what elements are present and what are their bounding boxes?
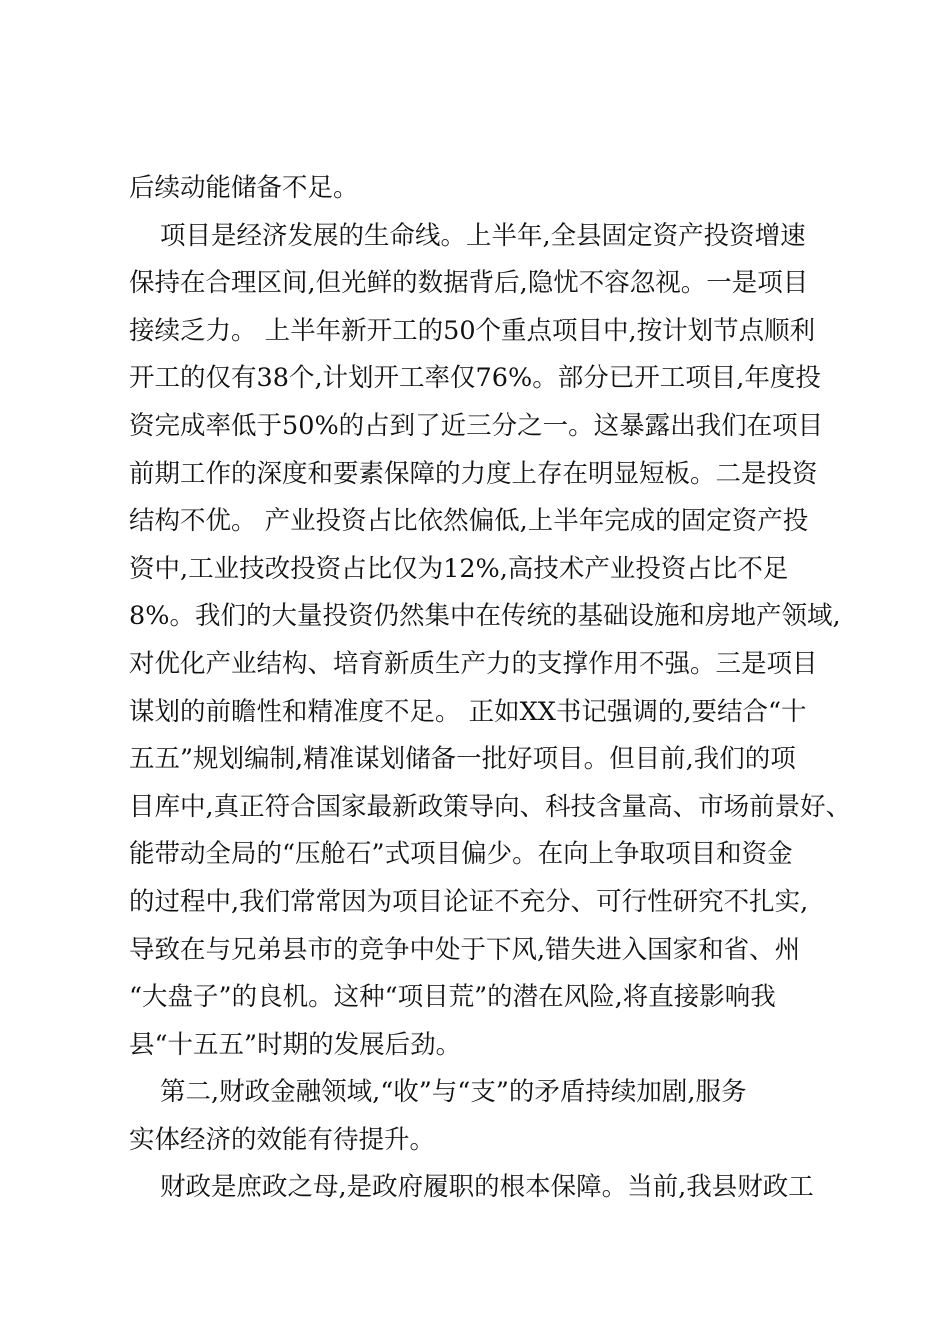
text-line: 开工的仅有38个,计划开工率仅76%。部分已开工项目,年度投 [129,363,821,394]
text-line: 县“十五五”时期的发展后劲。 [129,1029,462,1060]
text-line: 8%。我们的大量投资仍然集中在传统的基础设施和房地产领域, [129,601,841,632]
text-line: 实体经济的效能有待提升。 [129,1124,436,1155]
text-line: 第二,财政金融领域,“收”与“支”的矛盾持续加剧,服务 [160,1077,747,1108]
text-line: 财政是庶政之母,是政府履职的根本保障。当前,我县财政工 [160,1172,814,1203]
text-line: 谋划的前瞻性和精准度不足。 正如XX书记强调的,要结合“十 [129,696,807,727]
text-line: 项目是经济发展的生命线。上半年,全县固定资产投资增速 [160,220,806,251]
text-line: 结构不优。 产业投资占比依然偏低,上半年完成的固定资产投 [129,506,809,537]
text-line: “大盘子”的良机。这种“项目荒”的潜在风险,将直接影响我 [129,982,776,1013]
text-line: 前期工作的深度和要素保障的力度上存在明显短板。二是投资 [129,458,818,489]
text-line: 后续动能储备不足。 [129,173,359,203]
document-body [129,165,852,1212]
text-line: 对优化产业结构、培育新质生产力的支撑作用不强。三是项目 [129,648,818,679]
text-line: 导致在与兄弟县市的竞争中处于下风,错失进入国家和省、州 [129,934,801,965]
text-line: 目库中,真正符合国家最新政策导向、科技含量高、市场前景好、 [129,791,852,822]
text-line: 五五”规划编制,精准谋划储备一批好项目。但目前,我们的项 [129,744,796,775]
text-line: 的过程中,我们常常因为项目论证不充分、可行性研究不扎实, [129,886,809,917]
text-line: 能带动全局的“压舱石”式项目偏少。在向上争取项目和资金 [129,839,793,870]
text-line: 资中,工业技改投资占比仅为12%,高技术产业投资占比不足 [129,553,789,584]
text-line: 资完成率低于50%的占到了近三分之一。这暴露出我们在项目 [129,410,824,441]
text-line: 保持在合理区间,但光鲜的数据背后,隐忧不容忽视。一是项目 [129,268,809,299]
text-line: 接续乏力。 上半年新开工的50个重点项目中,按计划节点顺利 [129,315,816,346]
